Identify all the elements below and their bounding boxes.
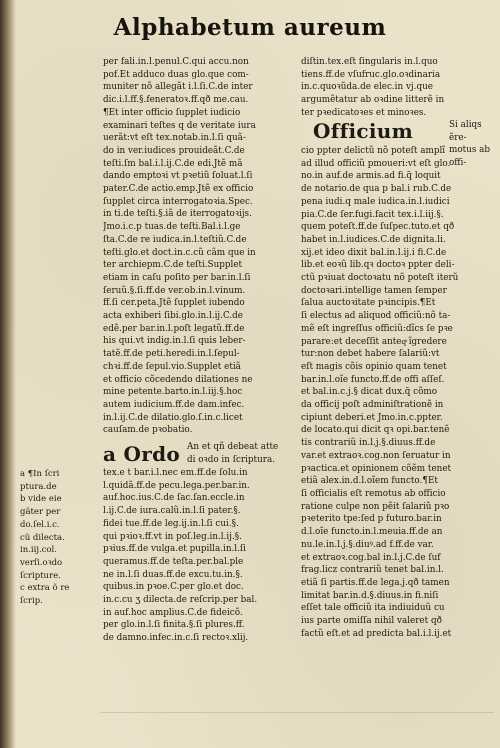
- text-line: ſcrip.: [20, 596, 43, 607]
- text-line: de notario.de qua p bal.i rub.C.de: [301, 184, 452, 195]
- text-line: gãter per: [20, 507, 61, 518]
- text-line: acta exhiberi ſibi.glo.in.l.ij.C.de: [103, 311, 244, 322]
- text-line: edẽ.per bar.in.l.poſt legatũ.ff.de: [103, 323, 245, 334]
- text-line: ſi officialis eſt remotus ab officio: [301, 488, 446, 499]
- text-line: in ti.de teſti.§.iã de iterrogatoꝛijs.: [103, 209, 252, 220]
- text-line: l.quidã.ff.de pecu.lega.per.bar.in.: [103, 480, 250, 491]
- page-header: Alphabetum aureum: [113, 14, 387, 41]
- text-line: in.l.ij.C.de dilatio.glo.ſ.in.c.licet: [103, 412, 243, 423]
- text-line: examinari teſtes q de veritate iura: [103, 120, 256, 131]
- text-line: tex.e t bar.i.l.nec em.ff.de ſolu.in: [103, 468, 248, 478]
- text-line: cũ dilecta.: [20, 532, 65, 543]
- text-line: cauſam.de pꝛobatio.: [103, 425, 193, 436]
- text-line: autem iudicium.ff.de dam.infec.: [103, 399, 245, 410]
- text-line: habet in.l.iudices.C.de dignita.li.: [301, 234, 446, 245]
- text-line: ratione culpe non pẽit ſalariũ pꝛo: [301, 501, 450, 512]
- text-line: xij.et ideo dixit bal.in.l.ij.i fi.C.de: [301, 247, 447, 258]
- text-line: mẽ eſt ingreſſus officiũ:dĩcs ſe pꝛe: [301, 323, 453, 334]
- text-line: l.ij.C.de iura.calũ.in.l.ſi pater.§.: [103, 506, 241, 517]
- text-line: in.c.cu ʒ dilecta.de reſcrip.per bal.: [103, 595, 258, 606]
- text-line: nu.le.in.l.j.§.diuꝰ.ad f.ff.de var.: [301, 539, 434, 550]
- text-line: cipiunt deberi.et Jmo.in.c.ppter.: [301, 412, 443, 423]
- text-line: do in ver.iudices prouideãt.C.de: [103, 145, 245, 156]
- text-line: da officij poſt adminiſtrationẽ in: [301, 400, 444, 411]
- text-line: tiens.ff.de vſufruc.glo.oꝛdinaria: [301, 69, 441, 80]
- text-line: diſtin.tex.eſt ſingularis in.l.quo: [301, 57, 438, 67]
- text-line: factũ eſt.et ad predicta bal.i.l.ij.et: [301, 628, 452, 639]
- text-line: pof.Et adduco duas glo.que com-: [103, 69, 249, 80]
- text-line: etiã ſi partis.ff.de lega.j.qð tamen: [301, 577, 450, 588]
- text-line: mine petente.barto.in.l.iij.§.hoc: [103, 387, 243, 398]
- text-line: in.iij.col.: [20, 545, 57, 556]
- text-line: d.l.oĩe functo.in.l.meuia.ff.de an: [301, 527, 443, 538]
- text-line: et extraoꝛ.cog.bal in.l.j.C.de ſuf: [301, 552, 441, 563]
- text-line: tis contrariũ in.l.j.§.diuus.ff.de: [301, 438, 436, 449]
- text-line: ſta.C.de re iudica.in.l.teſtiũ.C.de: [103, 234, 247, 245]
- text-line: et bal.in.c.j.§ dicat dux.q̃ cõmo: [301, 387, 438, 398]
- text-line: chꝛi.ff.de ſepul.vio.Supplet etiã: [103, 361, 241, 372]
- text-line: et officio cõcedendo dilationes ne: [103, 374, 253, 385]
- text-line: uerãt:vt eſt tex.notab.in.l.ſi quã-: [103, 133, 246, 144]
- text-line: parare:et deceſſit anteqͣ ĩgredere: [301, 336, 447, 347]
- text-line: cio ppter delictũ nõ poteſt amplĩ: [301, 146, 446, 156]
- text-line: frag.licz contrariũ tenet bal.in.l.: [301, 565, 444, 576]
- text-line: his qui.vt indig.in.l.ſi quis leber-: [103, 336, 246, 347]
- text-line: ne in.l.ſi duas.ff.de excu.tu.in.§.: [103, 569, 243, 580]
- binding-edge: [0, 0, 16, 748]
- text-line: ſalua auctoꝛitate pꝛincipis.¶Et: [301, 298, 436, 309]
- margin-note: [20, 468, 94, 608]
- text-line: An et qñ debeat atte: [187, 442, 279, 452]
- right-column-top: [301, 56, 493, 120]
- text-line: in auf.hoc amplius.C.de fideicõ.: [103, 607, 243, 618]
- text-line: quem poteſt.ff.de ſuſpec.tuto.et qð: [301, 222, 455, 233]
- text-line: per glo.in.l.ſi finita.§.ſi plures.ff.: [103, 620, 245, 631]
- left-column-bottom: [103, 467, 296, 645]
- text-line: ius parte omiſſa nihil valeret qð: [301, 616, 442, 627]
- text-line: c extra õ re: [20, 583, 70, 594]
- text-line: dic.i.l.ff.§.feneratoꝛ.ff.qð me.cau.: [103, 95, 249, 106]
- text-line: a ¶In ſcri: [20, 469, 60, 479]
- text-line: ¶Et inter officio ſupplet iudicio: [103, 107, 241, 118]
- text-line: no.in auf.de armis.ad fi.q̃ loquit: [301, 171, 441, 182]
- text-line: ſi electus ad aliquod officiũ:nõ ta-: [301, 311, 451, 322]
- text-line: ff.ſi cer.peta.Jtẽ ſupplet iubendo: [103, 298, 245, 309]
- text-line: di oꝛdo in ſcriptura.: [187, 454, 275, 465]
- text-line: pater.C.de actio.emp.Jtẽ ex officio: [103, 184, 254, 195]
- text-line: dando emptoꝛi vt pꝛetiũ ſoluat.l.ſi: [103, 171, 253, 182]
- text-line: verſi.oꝛdo: [20, 557, 63, 568]
- text-line: eſſet tale officiũ ita indiuiduũ cu: [301, 603, 445, 614]
- left-heading-tail: [187, 441, 278, 466]
- text-line: pia.C.de ſer.fugi.facit tex.i.l.iij.§.: [301, 209, 444, 220]
- text-line: ter pꝛedicatoꝛes et minoꝛes.: [301, 107, 427, 118]
- text-line: ſeruũ.§.ſi.ff.de ver.ob.in.l.vinum.: [103, 285, 246, 296]
- left-heading: a Ordo: [103, 442, 181, 466]
- text-line: pꝛeterito tpe:ſed p futuro.bar.in: [301, 514, 442, 525]
- text-line: ctũ pꝛiuat doctoꝛatu nõ poteſt iterũ: [301, 273, 459, 284]
- text-line: per fali.in.l.penul.C.qui accu.non: [103, 57, 249, 67]
- text-line: quibus.in pꝛoe.C.per glo.et doc.: [103, 582, 244, 593]
- text-line: Si aliqs ẽre-: [449, 120, 482, 143]
- text-line: pꝛactica.et opinionem cõẽm tenet: [301, 463, 452, 474]
- text-line: etiã alex.in.d.l.oĩem functo.¶Et: [301, 476, 438, 487]
- text-line: tur:non debet habere ſalariũ:vt: [301, 349, 440, 360]
- text-line: muniter nõ allegãt i.l.ſi.C.de inter: [103, 82, 253, 93]
- text-line: bar.in.l.oĩe functo.ff.de offi aſſeſ.: [301, 374, 445, 385]
- text-line: de locato.qui dicit qꝛ opi.bar.tenẽ: [301, 425, 450, 436]
- text-line: ad illud officiũ pmoueri:vt eſt glo.: [301, 158, 451, 169]
- text-line: fidei tue.ff.de leg.ij.in.l.ſi cui.§.: [103, 518, 239, 529]
- text-line: eſt magis cõis opinio quam tenet: [301, 361, 447, 372]
- text-line: ſcripture.: [20, 570, 61, 581]
- text-line: limitat bar.in.d.§.diuus.in fi.niſi: [301, 590, 439, 601]
- bottom-shadow: [100, 712, 494, 713]
- text-line: de damno.infec.in.c.ſi rectoꝛ.xlij.: [103, 633, 249, 644]
- text-line: ptura.de: [20, 481, 57, 492]
- text-line: lib.et eoꝛũ lib.qꝛ doctoꝛ ppter deli-: [301, 260, 455, 271]
- text-line: in.c.quoꝛũda.de elec.in vj.que: [301, 82, 433, 93]
- right-column-bottom: [301, 145, 493, 640]
- text-line: motus ab offi-: [449, 145, 491, 169]
- text-line: ter archiepm.C.de teſti.Supplet: [103, 260, 243, 271]
- text-line: Jmo.i.c.p tuas.de teſti.Bal.i.l.ge: [103, 222, 241, 233]
- text-line: etiam in caſu poſito per bar.in.l.ſi: [103, 272, 251, 283]
- text-line: var.et extraoꝛ.cog.non ſeruatur in: [301, 450, 451, 461]
- text-line: auf.hoc.ius.C.de ſac.ſan.eccle.in: [103, 493, 245, 504]
- text-line: teſti.ſm bal.i.l.ij.C.de edi.Jtẽ mã: [103, 158, 243, 169]
- text-line: pꝛius.ff.de vulga.et pupilla.in.l.ſi: [103, 544, 246, 555]
- text-line: qui pꝛioꝛ.ff.vt in poſ.leg.in.l.ij.§.: [103, 531, 242, 542]
- left-column-top: [103, 56, 296, 437]
- text-line: do.ſel.i.c.: [20, 519, 60, 530]
- right-heading: Officium: [313, 119, 414, 143]
- text-line: doctoꝛari.intellige tamen ſemper: [301, 285, 447, 296]
- text-line: pena iudi.q male iudica.in.l.iudici: [301, 196, 450, 207]
- text-line: tatẽ.ff.de peti.heredi.in.l.ſepul-: [103, 349, 240, 360]
- text-line: teſti.glo.et doct.in.c.cũ cãm que in: [103, 247, 256, 258]
- text-line: argumẽtatur ab oꝛdine litterẽ in: [301, 95, 445, 106]
- text-line: ſupplet circa interrogatoꝛia.Spec.: [103, 196, 253, 207]
- text-line: queramus.ff.de teſta.per.bal.ple: [103, 556, 244, 567]
- text-line: b vide eie: [20, 494, 62, 505]
